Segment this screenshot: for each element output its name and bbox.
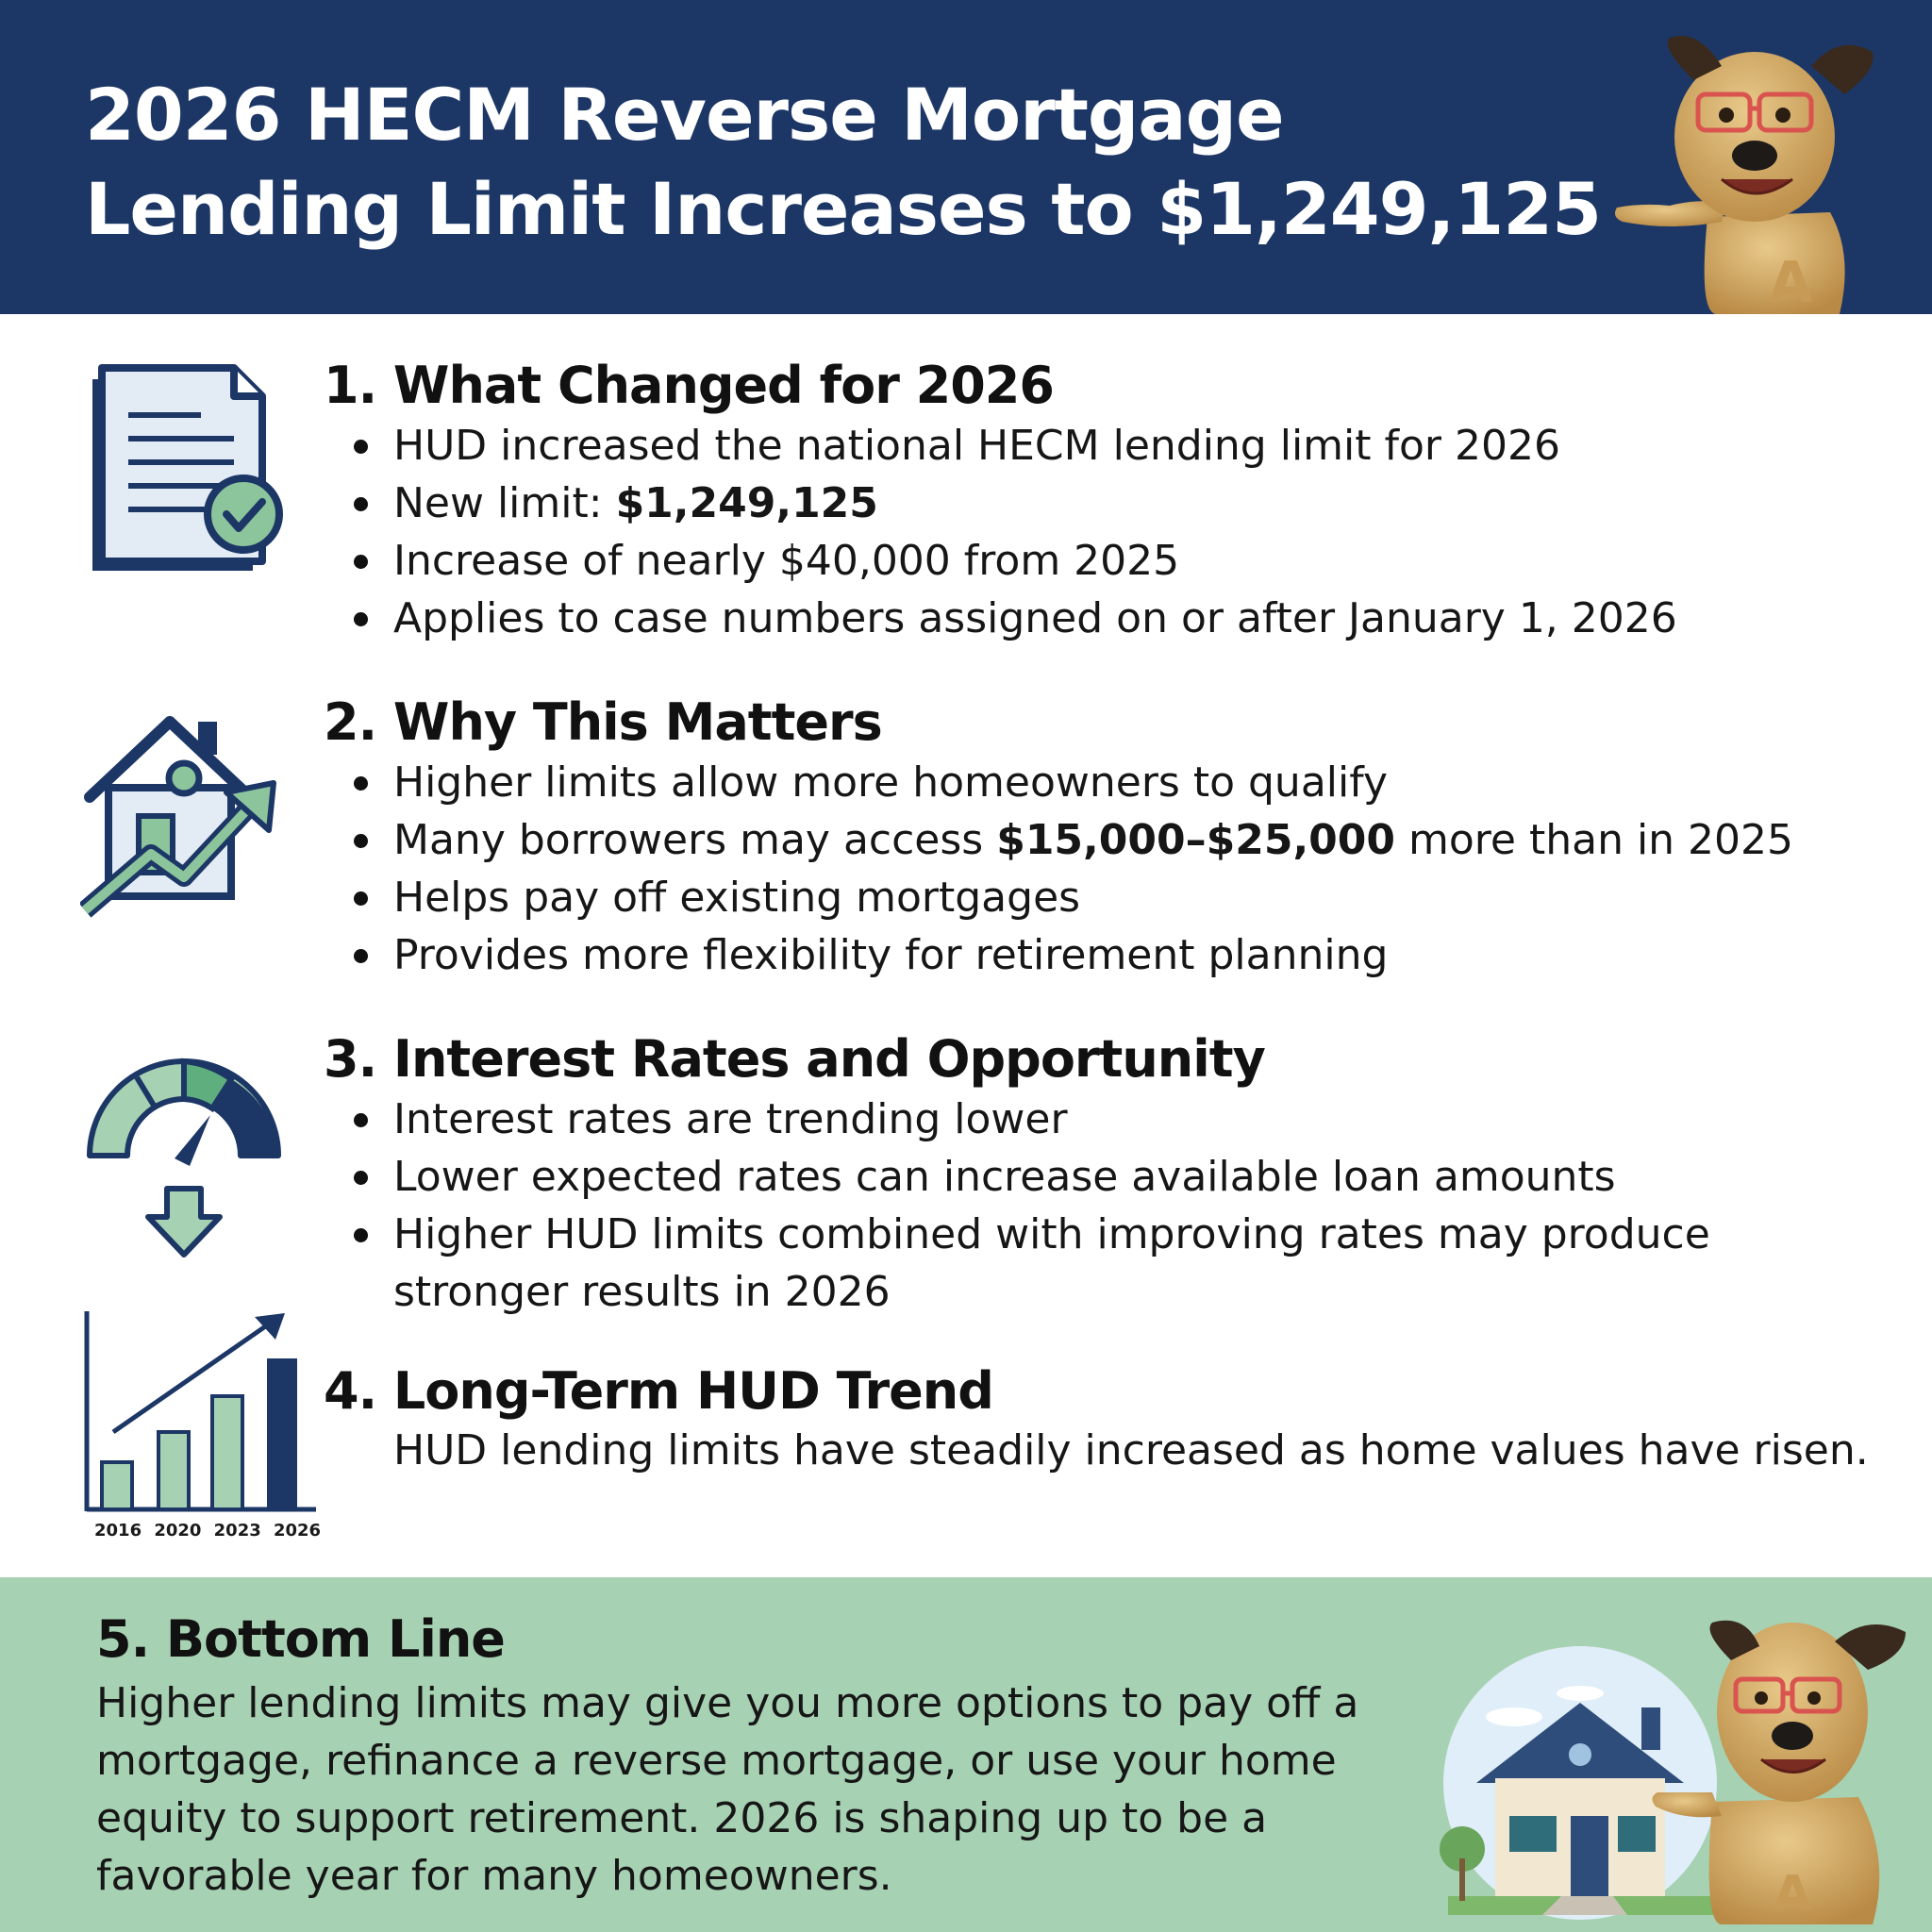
- section-interest-rates: [324, 1028, 1871, 1321]
- gauge-down-icon: [80, 1057, 288, 1264]
- chart-year-label: 2016: [94, 1521, 142, 1541]
- bullet-list: [324, 417, 1871, 647]
- footer-heading: 5. Bottom Line: [96, 1609, 505, 1669]
- svg-text:A: A: [1769, 250, 1813, 314]
- chart-year-label: 2023: [213, 1521, 261, 1541]
- list-item: Lower expected rates can increase available loan amounts: [324, 1148, 1871, 1206]
- section-heading: 2. Why This Matters: [324, 692, 882, 752]
- document-check-icon: [83, 358, 291, 575]
- page-title: [85, 68, 1601, 257]
- house-mascot-illustration-icon: [1429, 1604, 1920, 1924]
- list-item: Higher HUD limits combined with improving rates may produce stronger results in 2026: [324, 1206, 1871, 1321]
- list-item: Helps pay off existing mortgages: [324, 869, 1890, 926]
- house-growth-icon: [80, 703, 297, 920]
- footer-text: Higher lending limits may give you more options to pay off a mortgage, refinance a reverse mortgage, or use your home equity to support retirement. 2026 is shaping up to be a favorable year for many homeowners.: [96, 1679, 1359, 1900]
- list-item-text: more than in 2025: [1395, 816, 1794, 864]
- bullet-list: [324, 1091, 1871, 1321]
- section-long-term-trend: [324, 1360, 1871, 1479]
- section-what-changed: [324, 355, 1871, 647]
- section-text: HUD lending limits have steadily increased as home values have risen.: [393, 1426, 1869, 1474]
- list-item: [324, 475, 1871, 532]
- list-item-emphasis: $1,249,125: [615, 479, 878, 527]
- list-item: [324, 811, 1890, 869]
- chart-year-label: 2026: [273, 1521, 322, 1541]
- section-why-matters: [324, 691, 1890, 984]
- chart-year-label: 2020: [154, 1521, 202, 1541]
- page-title-line-1: 2026 HECM Reverse Mortgage: [85, 73, 1284, 157]
- list-item: Interest rates are trending lower: [324, 1091, 1871, 1148]
- section-heading: 3. Interest Rates and Opportunity: [324, 1029, 1265, 1089]
- list-item-text: Many borrowers may access: [393, 816, 997, 864]
- list-item: HUD increased the national HECM lending limit for 2026: [324, 417, 1871, 475]
- list-item: Increase of nearly $40,000 from 2025: [324, 532, 1871, 590]
- list-item-emphasis: $15,000–$25,000: [996, 816, 1396, 864]
- list-item: Applies to case numbers assigned on or after January 1, 2026: [324, 590, 1871, 647]
- section-heading: 4. Long-Term HUD Trend: [324, 1361, 993, 1421]
- list-item: Provides more flexibility for retirement planning: [324, 926, 1890, 984]
- bullet-list: [324, 754, 1890, 984]
- chart-year-labels: [94, 1521, 322, 1541]
- svg-text:A: A: [1774, 1866, 1812, 1923]
- list-item: Higher limits allow more homeowners to qualify: [324, 754, 1890, 811]
- page-title-line-2: Lending Limit Increases to $1,249,125: [85, 167, 1602, 251]
- list-item-text: New limit:: [393, 479, 616, 527]
- section-heading: 1. What Changed for 2026: [324, 356, 1054, 415]
- bar-chart-growth-icon: [75, 1311, 321, 1547]
- mascot-dog-icon: [1604, 28, 1887, 314]
